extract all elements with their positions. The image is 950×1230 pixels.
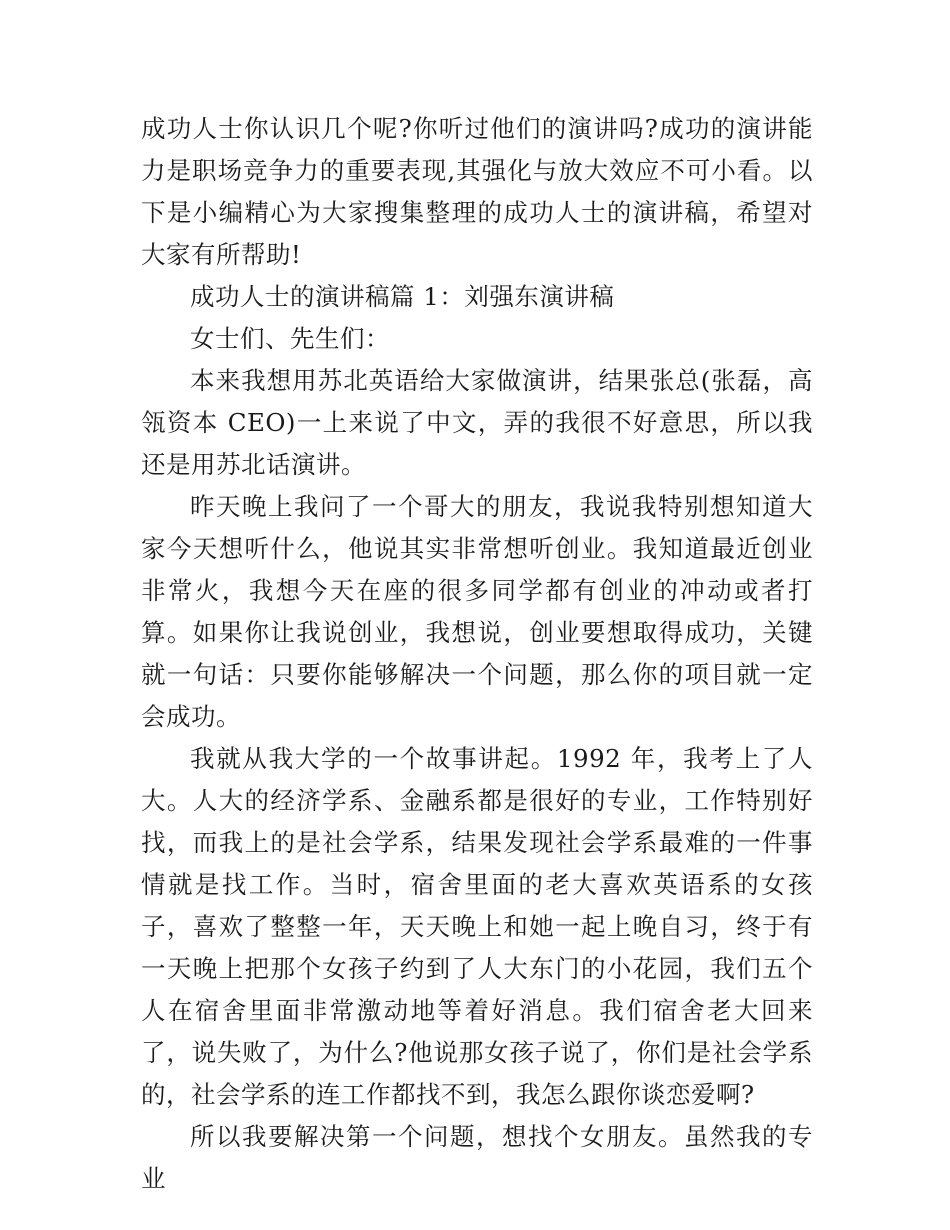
paragraph-opening: 本来我想用苏北英语给大家做演讲，结果张总(张磊，高瓴资本 CEO)一上来说了中文，弄的我很不好意思，所以我还是用苏北话演讲。 bbox=[141, 366, 813, 479]
section-heading: 成功人士的演讲稿篇 1：刘强东演讲稿 bbox=[190, 282, 615, 311]
salutation: 女士们、先生们： bbox=[190, 324, 390, 353]
paragraph-entrepreneurship: 昨天晚上我问了一个哥大的朋友，我说我特别想知道大家今天想听什么，他说其实非常想听创业。我知道最近创业非常火，我想今天在座的很多同学都有创业的冲动或者打算。如果你让我说创业，我想说，创业要想取得成功，关键就一句话：只要你能够解决一个问题，那么你的项目就一定会成功。 bbox=[141, 492, 813, 731]
paragraph-first-problem: 所以我要解决第一个问题，想找个女朋友。虽然我的专业 bbox=[141, 1122, 813, 1193]
document-body bbox=[141, 108, 813, 1200]
paragraph-intro: 成功人士你认识几个呢?你听过他们的演讲吗?成功的演讲能力是职场竞争力的重要表现,其强化与放大效应不可小看。以下是小编精心为大家搜集整理的成功人士的演讲稿，希望对大家有所帮助! bbox=[141, 114, 813, 269]
paragraph-university-story: 我就从我大学的一个故事讲起。1992 年，我考上了人大。人大的经济学系、金融系都是很好的专业，工作特别好找，而我上的是社会学系，结果发现社会学系最难的一件事情就是找工作。当时，宿舍里面的老大喜欢英语系的女孩子，喜欢了整整一年，天天晚上和她一起上晚自习，终于有一天晚上把那个女孩子约到了人大东门的小花园，我们五个人在宿舍里面非常激动地等着好消息。我们宿舍老大回来了，说失败了，为什么?他说那女孩子说了，你们是社会学系的，社会学系的连工作都找不到，我怎么跟你谈恋爱啊? bbox=[141, 744, 813, 1109]
